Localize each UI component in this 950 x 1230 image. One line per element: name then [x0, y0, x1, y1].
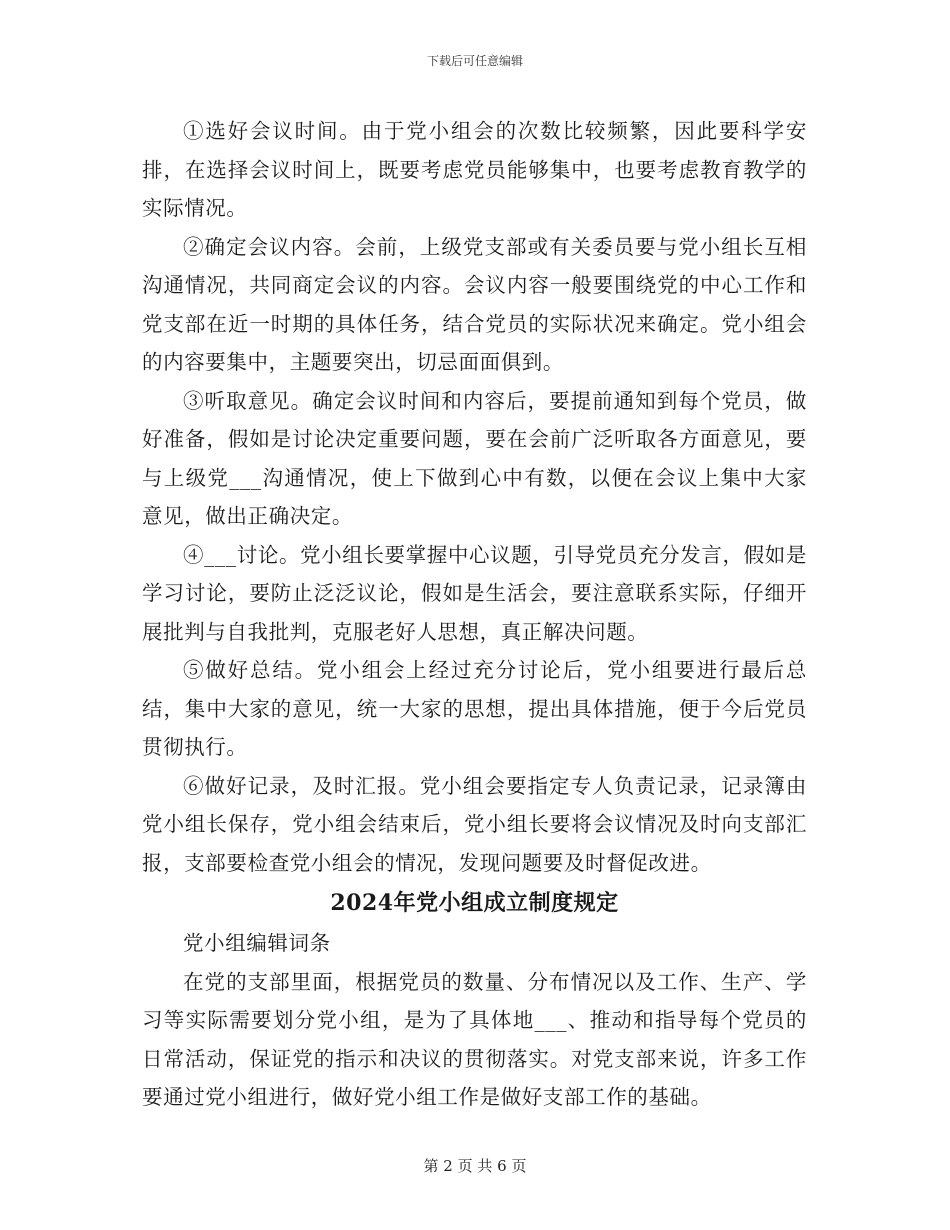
paragraph-8: 在党的支部里面，根据党员的数量、分布情况以及工作、生产、学习等实际需要划分党小组，是为了具体地___、推动和指导每个党员的日常活动，保证党的指示和决议的贯彻落实。对党支部来说，许多工作要通过党小组进行，做好党小组工作是做好支部工作的基础。 — [142, 969, 807, 1109]
paragraph-3: ③听取意见。确定会议时间和内容后，要提前通知到每个党员，做好准备，假如是讨论决定重要问题，要在会前广泛听取各方面意见，要与上级党___沟通情况，使上下做到心中有数，以便在会议上集中大家意见，做出正确决定。 — [142, 388, 807, 528]
section-title: 2024年党小组成立制度规定 — [330, 890, 619, 916]
paragraph-7: 党小组编辑词条 — [183, 931, 331, 955]
page-footer: 第 2 页 共 6 页 — [423, 1157, 527, 1175]
document-body — [142, 112, 807, 1117]
paragraph-6: ⑥做好记录，及时汇报。党小组会要指定专人负责记录，记录簿由党小组长保存，党小组会结束后，党小组长要将会议情况及时向支部汇报，支部要检查党小组会的情况，发现问题要及时督促改进。 — [142, 773, 807, 875]
paragraph-4: ④___讨论。党小组长要掌握中心议题，引导党员充分发言，假如是学习讨论，要防止泛泛议论，假如是生活会，要注意联系实际，仔细开展批判与自我批判，克服老好人思想，真正解决问题。 — [142, 542, 807, 644]
paragraph-2: ②确定会议内容。会前，上级党支部或有关委员要与党小组长互相沟通情况，共同商定会议的内容。会议内容一般要围绕党的中心工作和党支部在近一时期的具体任务，结合党员的实际状况来确定。党小组会的内容要集中，主题要突出，切忌面面俱到。 — [142, 234, 807, 374]
paragraph-5: ⑤做好总结。党小组会上经过充分讨论后，党小组要进行最后总结，集中大家的意见，统一大家的思想，提出具体措施，便于今后党员贯彻执行。 — [142, 658, 807, 759]
page-header: 下载后可任意编辑 — [426, 54, 523, 68]
paragraph-1: ①选好会议时间。由于党小组会的次数比较频繁，因此要科学安排，在选择会议时间上，既要考虑党员能够集中，也要考虑教育教学的实际情况。 — [142, 119, 807, 220]
